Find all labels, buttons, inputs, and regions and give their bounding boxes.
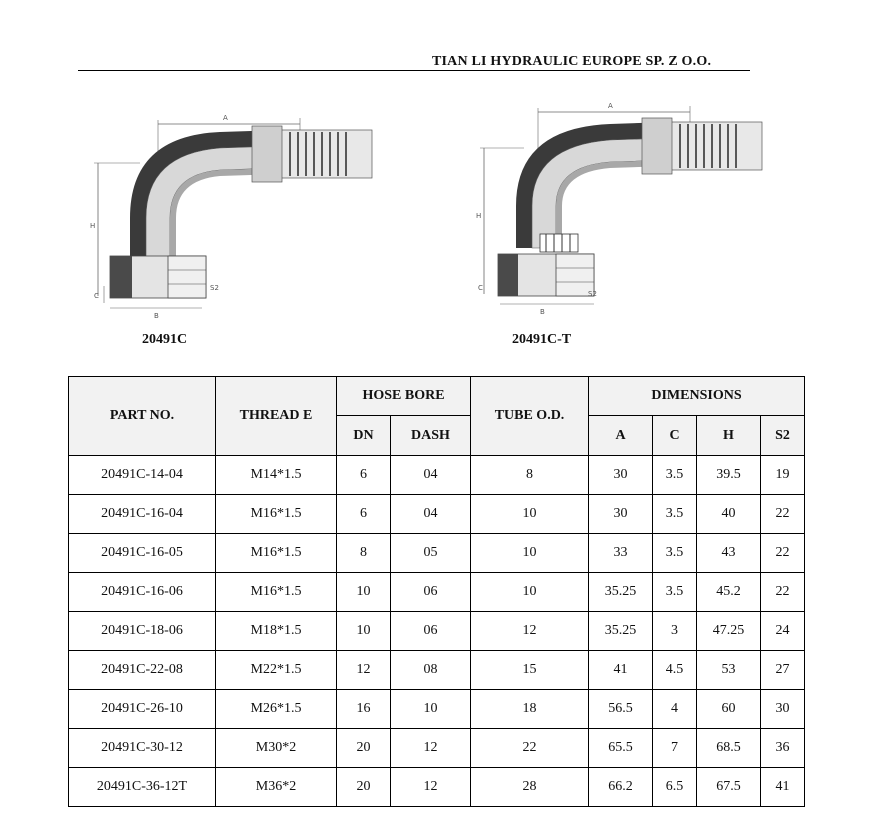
dim-label-c: C — [94, 292, 99, 300]
dim-label-b: B — [154, 312, 159, 320]
cell-h: 40 — [697, 495, 761, 534]
cell-tube-od: 8 — [471, 456, 589, 495]
cell-c: 3.5 — [653, 573, 697, 612]
cell-thread: M16*1.5 — [216, 534, 337, 573]
cell-s2: 30 — [761, 690, 805, 729]
cell-dn: 6 — [337, 456, 391, 495]
cell-dash: 12 — [391, 729, 471, 768]
cell-part-no: 20491C-30-12 — [69, 729, 216, 768]
dim-label-a-t: A — [608, 102, 613, 110]
spec-table — [68, 376, 805, 807]
cell-tube-od: 15 — [471, 651, 589, 690]
cell-h: 68.5 — [697, 729, 761, 768]
header-part-no: PART NO. — [69, 377, 216, 456]
cell-dash: 04 — [391, 456, 471, 495]
cell-dash: 08 — [391, 651, 471, 690]
cell-c: 3.5 — [653, 495, 697, 534]
cell-c: 4 — [653, 690, 697, 729]
cell-tube-od: 10 — [471, 495, 589, 534]
header-h: H — [697, 416, 761, 456]
table-row — [69, 573, 805, 612]
cell-part-no: 20491C-16-04 — [69, 495, 216, 534]
cell-a: 33 — [589, 534, 653, 573]
header-tube-od: TUBE O.D. — [471, 377, 589, 456]
cell-dash: 06 — [391, 612, 471, 651]
cell-thread: M26*1.5 — [216, 690, 337, 729]
cell-a: 30 — [589, 495, 653, 534]
cell-a: 35.25 — [589, 573, 653, 612]
dim-label-s2: S2 — [210, 284, 219, 292]
header-s2: S2 — [761, 416, 805, 456]
cell-s2: 24 — [761, 612, 805, 651]
cell-c: 3.5 — [653, 456, 697, 495]
cell-thread: M16*1.5 — [216, 495, 337, 534]
cell-h: 47.25 — [697, 612, 761, 651]
cell-thread: M30*2 — [216, 729, 337, 768]
header-thread: THREAD E — [216, 377, 337, 456]
cell-dn: 16 — [337, 690, 391, 729]
cell-c: 3.5 — [653, 534, 697, 573]
cell-dn: 10 — [337, 573, 391, 612]
cell-part-no: 20491C-18-06 — [69, 612, 216, 651]
fitting-drawing-20491c-t — [470, 98, 770, 318]
cell-s2: 19 — [761, 456, 805, 495]
cell-c: 7 — [653, 729, 697, 768]
table-row — [69, 651, 805, 690]
fitting-drawing-20491c — [80, 108, 380, 328]
figure-label-20491c: 20491C — [142, 332, 188, 347]
cell-part-no: 20491C-14-04 — [69, 456, 216, 495]
cell-tube-od: 10 — [471, 573, 589, 612]
cell-tube-od: 12 — [471, 612, 589, 651]
cell-s2: 27 — [761, 651, 805, 690]
cell-part-no: 20491C-22-08 — [69, 651, 216, 690]
cell-dn: 20 — [337, 768, 391, 807]
header-dash: DASH — [391, 416, 471, 456]
cell-part-no: 20491C-26-10 — [69, 690, 216, 729]
cell-part-no: 20491C-16-06 — [69, 573, 216, 612]
figure-label-20491c-t: 20491C-T — [512, 332, 572, 347]
cell-thread: M36*2 — [216, 768, 337, 807]
header-c: C — [653, 416, 697, 456]
cell-part-no: 20491C-36-12T — [69, 768, 216, 807]
cell-a: 56.5 — [589, 690, 653, 729]
cell-tube-od: 28 — [471, 768, 589, 807]
dim-label-a: A — [223, 114, 228, 122]
cell-dash: 04 — [391, 495, 471, 534]
table-row — [69, 768, 805, 807]
cell-s2: 41 — [761, 768, 805, 807]
cell-s2: 22 — [761, 534, 805, 573]
cell-c: 4.5 — [653, 651, 697, 690]
cell-dn: 10 — [337, 612, 391, 651]
cell-part-no: 20491C-16-05 — [69, 534, 216, 573]
dim-label-c-t: C — [478, 284, 483, 292]
cell-a: 65.5 — [589, 729, 653, 768]
cell-a: 35.25 — [589, 612, 653, 651]
cell-s2: 22 — [761, 495, 805, 534]
cell-s2: 36 — [761, 729, 805, 768]
cell-a: 66.2 — [589, 768, 653, 807]
svg-text:H: H — [476, 212, 482, 220]
header-hose-bore: HOSE BORE — [337, 377, 471, 416]
cell-dn: 8 — [337, 534, 391, 573]
cell-dash: 05 — [391, 534, 471, 573]
svg-text:H: H — [90, 222, 96, 230]
header-dn: DN — [337, 416, 391, 456]
dim-label-s2-t: S2 — [588, 290, 597, 298]
cell-h: 39.5 — [697, 456, 761, 495]
table-row — [69, 612, 805, 651]
table-row — [69, 495, 805, 534]
cell-h: 53 — [697, 651, 761, 690]
cell-dn: 20 — [337, 729, 391, 768]
cell-c: 6.5 — [653, 768, 697, 807]
header-dimensions: DIMENSIONS — [589, 377, 805, 416]
cell-thread: M14*1.5 — [216, 456, 337, 495]
company-name: TIAN LI HYDRAULIC EUROPE SP. Z O.O. — [432, 54, 712, 69]
header-rule — [78, 70, 750, 71]
table-row — [69, 690, 805, 729]
cell-thread: M22*1.5 — [216, 651, 337, 690]
cell-thread: M16*1.5 — [216, 573, 337, 612]
cell-tube-od: 10 — [471, 534, 589, 573]
dim-label-b-t: B — [540, 308, 545, 316]
cell-dash: 06 — [391, 573, 471, 612]
cell-c: 3 — [653, 612, 697, 651]
cell-dash: 10 — [391, 690, 471, 729]
cell-tube-od: 22 — [471, 729, 589, 768]
table-row — [69, 456, 805, 495]
cell-a: 30 — [589, 456, 653, 495]
cell-s2: 22 — [761, 573, 805, 612]
cell-thread: M18*1.5 — [216, 612, 337, 651]
cell-h: 43 — [697, 534, 761, 573]
cell-dn: 6 — [337, 495, 391, 534]
cell-h: 45.2 — [697, 573, 761, 612]
cell-dash: 12 — [391, 768, 471, 807]
header-a: A — [589, 416, 653, 456]
cell-dn: 12 — [337, 651, 391, 690]
cell-h: 60 — [697, 690, 761, 729]
cell-tube-od: 18 — [471, 690, 589, 729]
cell-h: 67.5 — [697, 768, 761, 807]
table-row — [69, 729, 805, 768]
table-row — [69, 534, 805, 573]
cell-a: 41 — [589, 651, 653, 690]
